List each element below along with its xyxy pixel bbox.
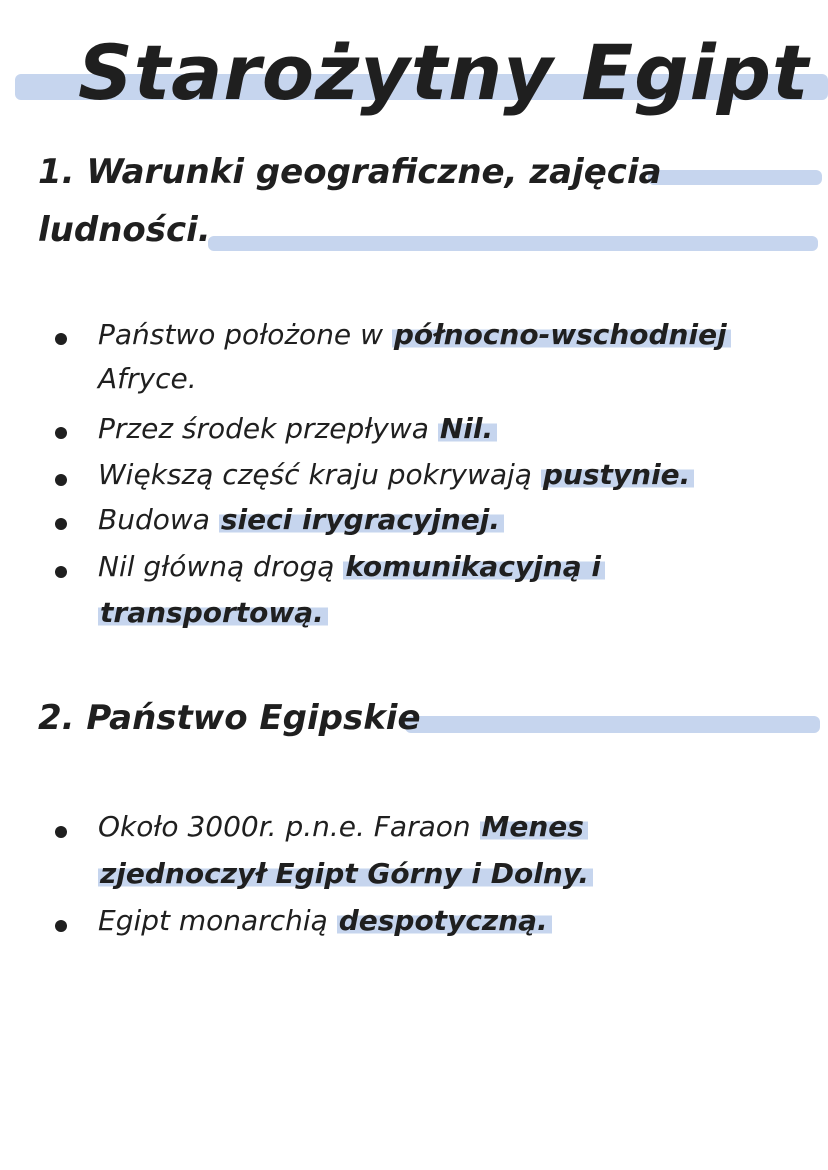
section1-heading-line2: ludności.	[38, 210, 211, 250]
text: Egipt monarchią	[98, 904, 337, 937]
list-item-continuation: Afryce.	[98, 362, 197, 395]
highlighted-text: komunikacyjną i	[343, 550, 605, 583]
section2-heading: 2. Państwo Egipskie	[38, 698, 421, 738]
page-title: Starożytny Egipt	[78, 28, 810, 117]
list-item-continuation	[98, 596, 328, 629]
highlighted-text: północno-wschodniej	[392, 318, 731, 351]
heading-highlight	[648, 170, 822, 185]
list-item	[98, 810, 588, 843]
bullet-icon	[55, 427, 67, 439]
text: Budowa	[98, 503, 219, 536]
section1-heading-line1: 1. Warunki geograficzne, zajęcia	[38, 152, 662, 192]
highlighted-text: sieci irygracyjnej.	[219, 503, 504, 536]
list-item-continuation	[98, 857, 593, 890]
highlighted-text: Menes	[480, 810, 588, 843]
bullet-icon	[55, 920, 67, 932]
bullet-icon	[55, 333, 67, 345]
list-item	[98, 503, 504, 536]
list-item	[98, 458, 694, 491]
list-item	[98, 318, 731, 351]
list-item	[98, 412, 497, 445]
text: Większą część kraju pokrywają	[98, 458, 541, 491]
bullet-icon	[55, 566, 67, 578]
highlighted-text: Nil.	[438, 412, 497, 445]
text: Nil główną drogą	[98, 550, 344, 583]
list-item	[98, 904, 552, 937]
highlighted-text: despotyczną.	[337, 904, 552, 937]
bullet-icon	[55, 474, 67, 486]
bullet-icon	[55, 518, 67, 530]
highlighted-text: zjednoczył Egipt Górny i Dolny.	[98, 857, 593, 890]
bullet-icon	[55, 826, 67, 838]
list-item	[98, 550, 605, 583]
text: Państwo położone w	[98, 318, 392, 351]
heading-highlight	[405, 716, 820, 733]
heading-highlight	[208, 236, 818, 251]
text: Przez środek przepływa	[98, 412, 438, 445]
highlighted-text: transportową.	[98, 596, 328, 629]
text: Około 3000r. p.n.e. Faraon	[98, 810, 480, 843]
highlighted-text: pustynie.	[541, 458, 694, 491]
